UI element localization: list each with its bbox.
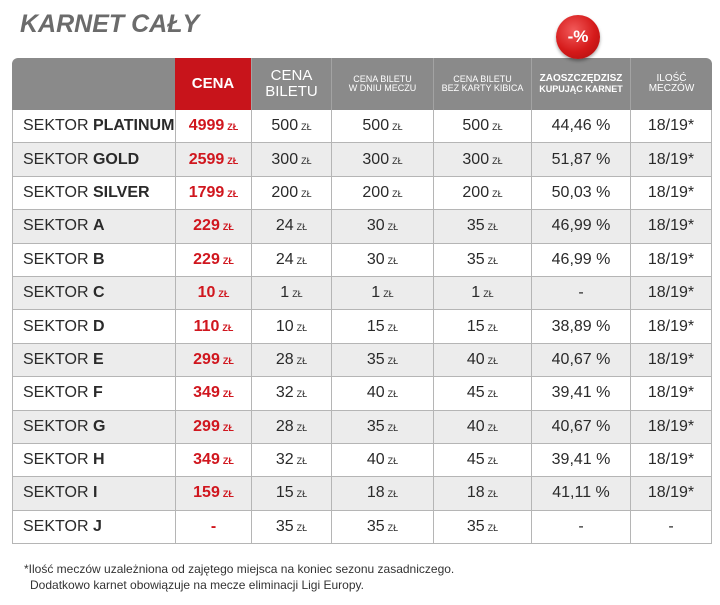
savings-cell [531,310,630,343]
ticket-price-cell-value: 500 [271,117,299,135]
savings-cell [531,411,630,444]
price-cell [175,477,251,510]
match-count-value: 18/19* [647,217,695,235]
sector-name: J [92,517,102,535]
currency-unit: ZŁ [296,489,308,500]
sector-cell [12,177,175,210]
ticket-price-cell-value: 28 [275,350,294,368]
match-count-cell [630,143,712,176]
savings-cell [531,143,630,176]
price-cell-value: 110 [193,317,220,335]
match-count-cell [630,444,712,477]
nocard-price-cell [433,411,531,444]
match-count-value: 18/19* [647,317,695,335]
ticket-price-cell-value: 10 [275,317,294,335]
table-row [12,310,712,343]
header-ticket-price [251,58,331,110]
header-price: CENA [175,58,251,110]
match-count-value: 18/19* [647,117,695,135]
ticket-price-cell-value: 32 [275,384,294,402]
price-cell [175,143,251,176]
currency-unit: ZŁ [227,155,239,166]
currency-unit: ZŁ [487,222,499,233]
ticket-price-cell-value: 15 [275,484,294,502]
savings-value: - [578,517,584,535]
sector-prefix: SEKTOR [23,517,89,535]
ticket-price-cell [251,244,331,277]
matchday-price-cell-value: 500 [362,117,390,135]
currency-unit: ZŁ [392,122,403,133]
sector-cell [12,344,175,377]
ticket-price-cell [251,277,331,310]
matchday-price-cell-value: 300 [362,150,390,168]
nocard-price-cell [433,477,531,510]
currency-unit: ZŁ [296,322,308,333]
currency-unit: ZŁ [296,355,308,366]
price-cell-value: 10 [197,284,216,302]
savings-value: 41,11 % [552,484,610,502]
ticket-price-cell-value: 200 [271,183,299,201]
sector-prefix: SEKTOR [23,183,89,201]
matchday-price-cell [331,477,433,510]
savings-value: - [578,284,584,302]
header-nocard-price [433,58,531,110]
match-count-value: 18/19* [647,250,695,268]
header-count-line1: ILOŚĆ [656,72,687,84]
table-row [12,344,712,377]
ticket-price-cell-value: 1 [280,284,290,302]
currency-unit: ZŁ [222,255,234,266]
currency-unit: ZŁ [387,522,399,533]
nocard-price-cell [433,110,531,143]
savings-cell [531,277,630,310]
header-count-line2: MECZÓW [648,83,695,94]
currency-unit: ZŁ [301,188,312,199]
savings-cell [531,477,630,510]
currency-unit: ZŁ [387,456,399,467]
currency-unit: ZŁ [218,289,230,300]
price-cell [175,177,251,210]
nocard-price-cell-value: 45 [466,451,485,469]
table-row [12,177,712,210]
price-cell-value: 299 [193,417,220,435]
currency-unit: ZŁ [387,322,399,333]
currency-unit: ZŁ [301,122,312,133]
currency-unit: ZŁ [222,489,234,500]
header-matchday-price [331,58,433,110]
savings-value: 46,99 % [551,250,611,268]
currency-unit: ZŁ [296,222,308,233]
table-header-row [12,58,712,110]
currency-unit: ZŁ [492,188,503,199]
currency-unit: ZŁ [387,255,399,266]
savings-value: 39,41 % [551,384,611,402]
currency-unit: ZŁ [296,456,308,467]
matchday-price-cell-value: 1 [371,284,381,302]
price-cell [175,310,251,343]
sector-name: G [92,417,106,435]
price-cell-value: 229 [193,250,220,268]
header-nocard-line2: BEZ KARTY KIBICA [441,83,524,93]
footnote [24,561,454,593]
currency-unit: ZŁ [492,122,503,133]
currency-unit: ZŁ [387,222,399,233]
currency-unit: ZŁ [222,322,234,333]
price-cell-value: 229 [193,217,220,235]
sector-name: GOLD [92,150,140,168]
sector-prefix: SEKTOR [23,217,89,235]
nocard-price-cell-value: 35 [466,217,485,235]
currency-unit: ZŁ [222,389,234,400]
header-matchday-line2: W DNIU MECZU [348,83,417,93]
nocard-price-cell-value: 18 [466,484,485,502]
ticket-price-cell [251,511,331,544]
nocard-price-cell [433,344,531,377]
table-row [12,143,712,176]
currency-unit: ZŁ [487,389,499,400]
ticket-price-cell [251,177,331,210]
match-count-value: 18/19* [647,384,695,402]
sector-cell [12,477,175,510]
price-cell [175,344,251,377]
ticket-price-cell [251,444,331,477]
price-cell-value: 299 [193,350,220,368]
matchday-price-cell [331,110,433,143]
matchday-price-cell [331,411,433,444]
sector-cell [12,511,175,544]
match-count-cell [630,511,712,544]
currency-unit: ZŁ [392,155,403,166]
matchday-price-cell [331,277,433,310]
currency-unit: ZŁ [222,355,234,366]
header-savings [531,58,630,110]
table-row [12,277,712,310]
page-title: KARNET CAŁY [20,10,200,38]
price-cell-value: 1799 [188,183,225,201]
match-count-cell [630,477,712,510]
ticket-price-cell-value: 32 [275,451,294,469]
currency-unit: ZŁ [222,422,234,433]
table-row [12,210,712,243]
savings-cell [531,244,630,277]
match-count-cell [630,377,712,410]
matchday-price-cell-value: 30 [366,250,385,268]
savings-value: 38,89 % [551,317,611,335]
sector-cell [12,110,175,143]
currency-unit: ZŁ [296,255,308,266]
currency-unit: ZŁ [487,355,499,366]
savings-value: 44,46 % [551,117,611,135]
currency-unit: ZŁ [222,456,234,467]
match-count-cell [630,110,712,143]
nocard-price-cell [433,444,531,477]
matchday-price-cell [331,210,433,243]
savings-cell [531,344,630,377]
sector-prefix: SEKTOR [23,417,89,435]
price-cell-value: - [210,517,217,535]
currency-unit: ZŁ [222,222,234,233]
sector-name: F [92,384,103,402]
currency-unit: ZŁ [387,355,399,366]
match-count-cell [630,177,712,210]
currency-unit: ZŁ [296,522,308,533]
table-row [12,110,712,143]
currency-unit: ZŁ [387,422,399,433]
match-count-value: 18/19* [647,350,695,368]
nocard-price-cell [433,277,531,310]
currency-unit: ZŁ [387,389,399,400]
currency-unit: ZŁ [227,188,239,199]
sector-prefix: SEKTOR [23,451,89,469]
sector-name: B [92,250,105,268]
savings-cell [531,177,630,210]
nocard-price-cell [433,244,531,277]
matchday-price-cell [331,177,433,210]
ticket-price-cell [251,310,331,343]
currency-unit: ZŁ [296,389,308,400]
nocard-price-cell [433,377,531,410]
sector-cell [12,244,175,277]
matchday-price-cell-value: 40 [366,451,385,469]
nocard-price-cell-value: 300 [462,150,490,168]
matchday-price-cell [331,344,433,377]
sector-name: I [92,484,98,502]
savings-value: 40,67 % [551,350,611,368]
nocard-price-cell [433,511,531,544]
matchday-price-cell [331,143,433,176]
matchday-price-cell [331,244,433,277]
currency-unit: ZŁ [292,289,303,300]
matchday-price-cell-value: 40 [366,384,385,402]
matchday-price-cell-value: 18 [366,484,385,502]
price-cell-value: 4999 [188,117,225,135]
sector-cell [12,411,175,444]
currency-unit: ZŁ [483,289,494,300]
sector-cell [12,377,175,410]
currency-unit: ZŁ [296,422,308,433]
header-savings-line2: KUPUJĄC KARNET [539,83,623,94]
currency-unit: ZŁ [487,489,499,500]
match-count-value: 18/19* [647,183,695,201]
price-cell [175,377,251,410]
table-row [12,511,712,544]
price-cell [175,244,251,277]
match-count-cell [630,310,712,343]
savings-value: 50,03 % [551,183,611,201]
savings-cell [531,110,630,143]
nocard-price-cell [433,310,531,343]
savings-cell [531,511,630,544]
header-match-count [630,58,712,110]
sector-cell [12,277,175,310]
match-count-cell [630,277,712,310]
currency-unit: ZŁ [387,489,399,500]
match-count-value: 18/19* [647,451,695,469]
sector-prefix: SEKTOR [23,384,89,402]
savings-value: 40,67 % [551,417,611,435]
matchday-price-cell [331,444,433,477]
nocard-price-cell [433,210,531,243]
header-nocard-line1: CENA BILETU [453,73,512,84]
currency-unit: ZŁ [227,122,239,133]
nocard-price-cell-value: 500 [462,117,490,135]
matchday-price-cell-value: 200 [362,183,390,201]
match-count-cell [630,210,712,243]
matchday-price-cell-value: 35 [366,517,385,535]
price-cell-value: 159 [193,484,220,502]
sector-name: A [92,217,105,235]
matchday-price-cell-value: 15 [366,317,385,335]
match-count-value: 18/19* [647,150,695,168]
match-count-value: 18/19* [647,417,695,435]
currency-unit: ZŁ [383,289,394,300]
sector-prefix: SEKTOR [23,350,89,368]
price-cell-value: 2599 [188,150,225,168]
sector-prefix: SEKTOR [23,284,89,302]
sector-prefix: SEKTOR [23,484,89,502]
sector-name: SILVER [92,183,150,201]
price-cell [175,511,251,544]
price-cell-value: 349 [193,384,220,402]
footnote-line1: *Ilość meczów uzależniona od zajętego miejsca na koniec sezonu zasadniczego. [24,562,455,576]
currency-unit: ZŁ [487,456,499,467]
nocard-price-cell [433,143,531,176]
price-cell [175,210,251,243]
ticket-price-cell [251,210,331,243]
sector-name: C [92,284,105,302]
match-count-cell [630,411,712,444]
sector-name: PLATINUM [92,117,175,135]
currency-unit: ZŁ [392,188,403,199]
ticket-price-cell-value: 35 [275,517,294,535]
nocard-price-cell-value: 15 [466,317,485,335]
ticket-price-cell [251,110,331,143]
match-count-value: 18/19* [647,484,695,502]
sector-cell [12,444,175,477]
matchday-price-cell [331,377,433,410]
sector-cell [12,143,175,176]
matchday-price-cell [331,511,433,544]
matchday-price-cell-value: 35 [366,417,385,435]
price-table [12,58,712,544]
ticket-price-cell [251,411,331,444]
sector-name: D [92,317,105,335]
match-count-cell [630,344,712,377]
ticket-price-cell-value: 24 [275,250,294,268]
currency-unit: ZŁ [487,522,499,533]
ticket-price-cell [251,477,331,510]
header-sector [12,58,175,110]
nocard-price-cell-value: 35 [466,250,485,268]
table-row [12,244,712,277]
sector-prefix: SEKTOR [23,150,89,168]
table-row [12,377,712,410]
matchday-price-cell-value: 35 [366,350,385,368]
savings-value: 46,99 % [551,217,611,235]
ticket-price-cell-value: 28 [275,417,294,435]
sector-prefix: SEKTOR [23,317,89,335]
price-cell [175,277,251,310]
price-cell [175,110,251,143]
savings-cell [531,444,630,477]
ticket-price-cell [251,377,331,410]
savings-value: 39,41 % [551,451,611,469]
nocard-price-cell-value: 200 [462,183,490,201]
sector-name: H [92,451,105,469]
matchday-price-cell-value: 30 [366,217,385,235]
nocard-price-cell-value: 45 [466,384,485,402]
price-cell [175,411,251,444]
header-ticket-line2: BILETU [265,83,318,100]
discount-badge: -% [556,15,600,59]
header-savings-line1: ZAOSZCZĘDZISZ [539,73,623,85]
matchday-price-cell [331,310,433,343]
nocard-price-cell-value: 35 [466,517,485,535]
sector-name: E [92,350,104,368]
table-row [12,411,712,444]
currency-unit: ZŁ [301,155,312,166]
ticket-price-cell-value: 24 [275,217,294,235]
sector-cell [12,210,175,243]
nocard-price-cell-value: 40 [466,350,485,368]
price-cell-value: 349 [193,451,220,469]
ticket-price-cell [251,143,331,176]
nocard-price-cell [433,177,531,210]
savings-cell [531,377,630,410]
sector-prefix: SEKTOR [23,117,89,135]
nocard-price-cell-value: 1 [471,284,481,302]
footnote-line2: Dodatkowo karnet obowiązuje na mecze eliminacji Ligi Europy. [30,578,364,592]
header-matchday-line1: CENA BILETU [353,73,412,84]
currency-unit: ZŁ [487,422,499,433]
match-count-cell [630,244,712,277]
table-row [12,477,712,510]
nocard-price-cell-value: 40 [466,417,485,435]
currency-unit: ZŁ [487,322,499,333]
sector-prefix: SEKTOR [23,250,89,268]
currency-unit: ZŁ [487,255,499,266]
savings-value: 51,87 % [551,150,611,168]
table-row [12,444,712,477]
ticket-price-cell [251,344,331,377]
price-cell [175,444,251,477]
ticket-price-cell-value: 300 [271,150,299,168]
sector-cell [12,310,175,343]
match-count-value: 18/19* [647,284,695,302]
currency-unit: ZŁ [492,155,503,166]
savings-cell [531,210,630,243]
header-ticket-line1: CENA [270,67,313,85]
match-count-value: - [668,517,674,535]
